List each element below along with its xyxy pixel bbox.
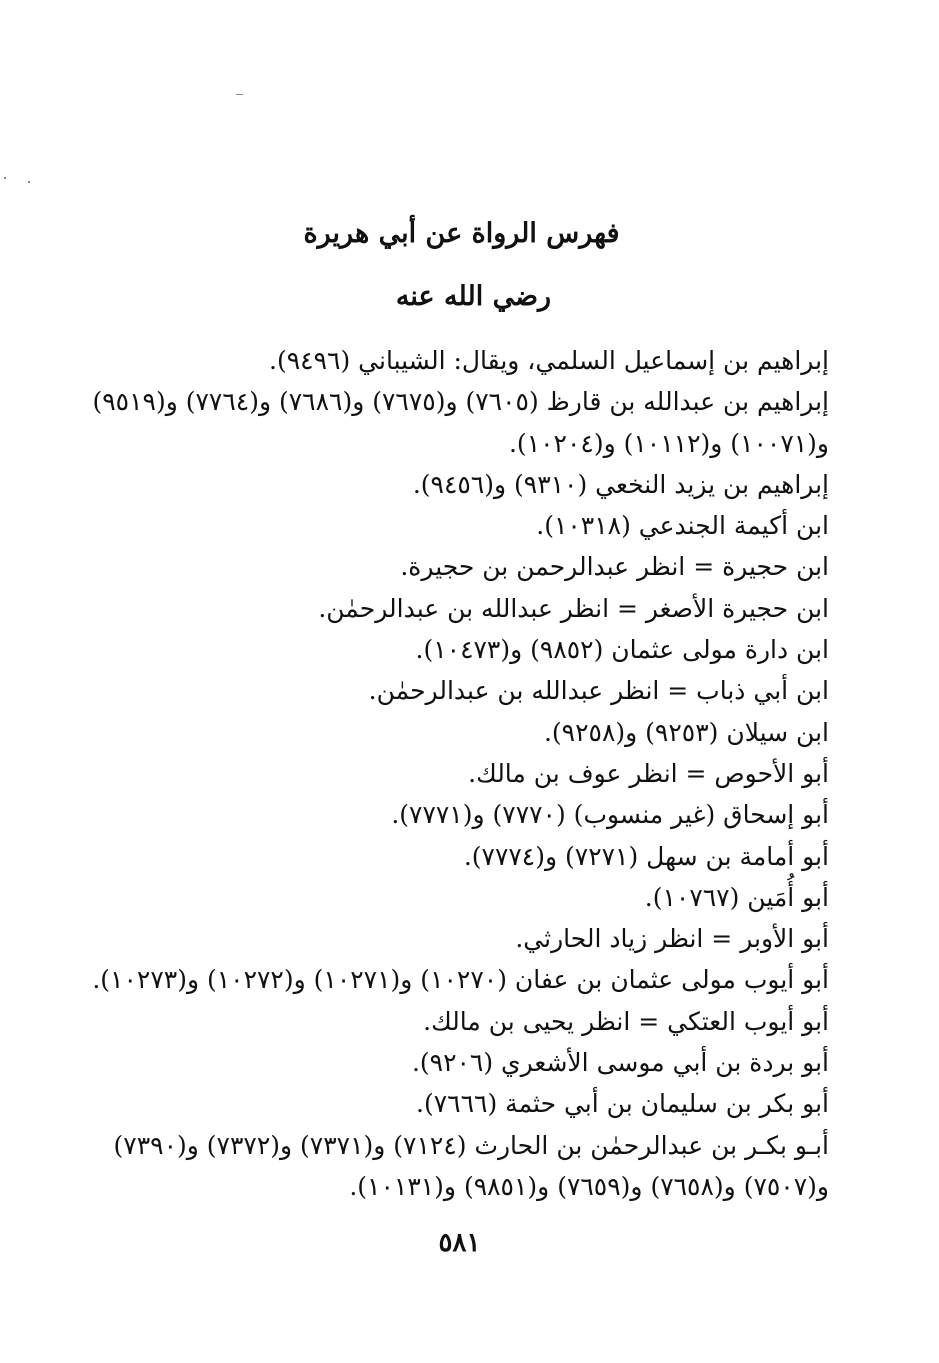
narrator-index-list xyxy=(92,340,829,1207)
index-entry: أبو أُمَين (١٠٧٦٧). xyxy=(644,882,829,912)
index-entry: ابن أبي ذباب = انظر عبدالله بن عبدالرحمٰن. xyxy=(368,676,829,706)
index-entry: ابن دارة مولى عثمان (٩٨٥٢) و(١٠٤٧٣). xyxy=(415,635,829,665)
index-entry: أبو أيوب مولى عثمان بن عفان (١٠٢٧٠) و(١٠٢٧١) و(١٠٢٧٢) و(١٠٢٧٣). xyxy=(92,965,829,995)
scan-speck xyxy=(28,181,30,183)
index-entry-continuation: و(١٠٠٧١) و(١٠١١٢) و(١٠٢٠٤). xyxy=(508,428,829,458)
index-entry: أبو الأوبر = انظر زياد الحارثي. xyxy=(515,924,829,954)
index-entry: إبراهيم بن إسماعيل السلمي، ويقال: الشيباني (٩٤٩٦). xyxy=(269,346,829,375)
index-entry: أبو الأحوص = انظر عوف بن مالك. xyxy=(468,758,829,788)
index-entry: إبراهيم بن عبدالله بن قارظ (٧٦٠٥) و(٧٦٧٥) و(٧٦٨٦) و(٧٧٦٤) و(٩٥١٩) xyxy=(92,387,829,417)
index-entry: ابن أكيمة الجندعي (١٠٣١٨). xyxy=(536,511,829,541)
index-entry: أبـو بكـر بن عبدالرحمٰن بن الحارث (٧١٢٤) و(٧٣٧١) و(٧٣٧٢) و(٧٣٩٠) xyxy=(113,1130,829,1160)
index-entry: أبو أمامة بن سهل (٧٢٧١) و(٧٧٧٤). xyxy=(463,841,829,871)
index-entry: ابن حجيرة الأصغر = انظر عبدالله بن عبدالرحمٰن. xyxy=(318,593,829,623)
index-entry: إبراهيم بن يزيد النخعي (٩٣١٠) و(٩٤٥٦). xyxy=(412,469,829,499)
index-entry: ابن سيلان (٩٢٥٣) و(٩٢٥٨). xyxy=(543,717,829,747)
index-entry: ابن حجيرة = انظر عبدالرحمن بن حجيرة. xyxy=(400,552,829,582)
index-entry-continuation: و(٧٥٠٧) و(٧٦٥٨) و(٧٦٥٩) و(٩٨٥١) و(١٠١٣١). xyxy=(349,1171,829,1201)
index-entry: أبو إسحاق (غير منسوب) (٧٧٧٠) و(٧٧٧١). xyxy=(391,800,829,830)
scan-speck xyxy=(4,177,6,179)
index-entry: أبو أيوب العتكي = انظر يحيى بن مالك. xyxy=(423,1006,829,1036)
scan-speck xyxy=(236,94,243,95)
index-subtitle: رضي الله عنه xyxy=(395,281,552,312)
index-entry: أبو بكر بن سليمان بن أبي حثمة (٧٦٦٦). xyxy=(416,1089,829,1119)
index-entry: أبو بردة بن أبي موسى الأشعري (٩٢٠٦). xyxy=(411,1048,829,1078)
page-number: ٥٨١ xyxy=(438,1228,481,1258)
index-title: فهرس الرواة عن أبي هريرة xyxy=(303,218,620,249)
